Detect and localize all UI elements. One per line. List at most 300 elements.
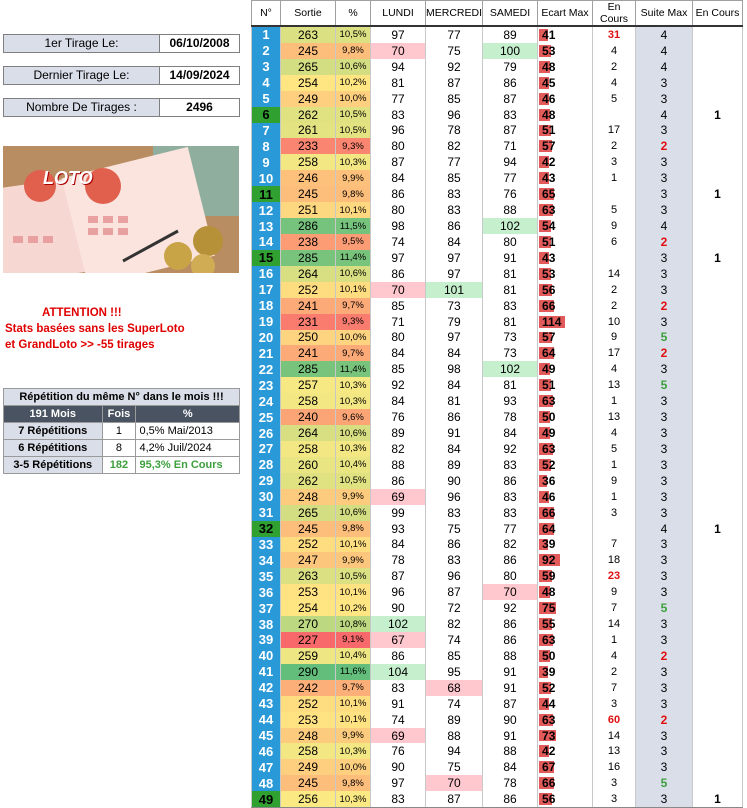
cell-number: 32	[252, 521, 281, 537]
cell-en-cours-2	[693, 234, 743, 250]
cell-number: 42	[252, 680, 281, 696]
ecart-value: 66	[542, 776, 556, 791]
cell-sortie: 264	[281, 425, 336, 441]
ecart-value: 36	[542, 473, 556, 488]
cell-en-cours: 14	[593, 728, 636, 744]
cell-en-cours-2	[693, 568, 743, 584]
cell-en-cours: 3	[593, 791, 636, 807]
ecart-value: 46	[542, 91, 556, 106]
cell-en-cours: 13	[593, 377, 636, 393]
cell-en-cours-2	[693, 202, 743, 218]
ecart-value: 54	[542, 219, 556, 234]
cell-pct: 10,3%	[336, 393, 371, 409]
cell-lundi: 67	[371, 632, 426, 648]
cell-number: 21	[252, 345, 281, 361]
cell-number: 14	[252, 234, 281, 250]
cell-en-cours: 4	[593, 361, 636, 377]
cell-en-cours: 13	[593, 409, 636, 425]
cell-suite-max: 3	[636, 568, 693, 584]
repetition-header-pct: %	[136, 406, 240, 423]
cell-en-cours: 1	[593, 457, 636, 473]
cell-ecart-max	[538, 552, 593, 568]
cell-en-cours-2: 1	[693, 521, 743, 537]
cell-en-cours: 1	[593, 393, 636, 409]
table-row	[252, 123, 743, 139]
cell-pct: 11,6%	[336, 664, 371, 680]
cell-sortie: 241	[281, 345, 336, 361]
cell-pct: 10,3%	[336, 743, 371, 759]
cell-sortie: 261	[281, 123, 336, 139]
table-row	[252, 314, 743, 330]
cell-ecart-max	[538, 345, 593, 361]
table-row	[252, 298, 743, 314]
cell-pct: 9,9%	[336, 728, 371, 744]
last-draw-box	[3, 66, 240, 85]
cell-sortie: 285	[281, 250, 336, 266]
ecart-value: 56	[542, 282, 556, 297]
cell-en-cours	[593, 521, 636, 537]
table-row	[252, 202, 743, 218]
cell-lundi: 83	[371, 680, 426, 696]
cell-mercredi: 77	[426, 154, 483, 170]
cell-suite-max: 3	[636, 314, 693, 330]
cell-en-cours-2	[693, 298, 743, 314]
cell-number: 2	[252, 43, 281, 59]
cell-en-cours: 9	[593, 330, 636, 346]
cell-suite-max: 3	[636, 266, 693, 282]
cell-suite-max: 3	[636, 123, 693, 139]
table-row	[252, 330, 743, 346]
cell-en-cours-2	[693, 743, 743, 759]
cell-samedi: 83	[483, 505, 538, 521]
cell-lundi: 86	[371, 473, 426, 489]
cell-sortie: 249	[281, 91, 336, 107]
cell-samedi: 91	[483, 250, 538, 266]
cell-samedi: 86	[483, 552, 538, 568]
cell-number: 47	[252, 759, 281, 775]
ecart-value: 45	[542, 75, 556, 90]
cell-suite-max: 3	[636, 170, 693, 186]
cell-pct: 10,1%	[336, 712, 371, 728]
warning-line-1: Stats basées sans les SuperLoto	[5, 323, 185, 335]
cell-number: 15	[252, 250, 281, 266]
cell-lundi: 69	[371, 489, 426, 505]
cell-samedi: 71	[483, 138, 538, 154]
table-row	[252, 234, 743, 250]
cell-mercredi: 78	[426, 123, 483, 139]
cell-sortie: 290	[281, 664, 336, 680]
table-row	[252, 107, 743, 123]
repetition-pct-value: 95,3%	[139, 459, 171, 471]
cell-mercredi: 85	[426, 91, 483, 107]
table-row	[252, 648, 743, 664]
cell-samedi: 83	[483, 298, 538, 314]
ecart-value: 75	[542, 601, 556, 616]
cell-number: 45	[252, 728, 281, 744]
table-row	[252, 759, 743, 775]
ecart-value: 65	[542, 187, 556, 202]
cell-number: 38	[252, 616, 281, 632]
warning-title: ATTENTION !!!	[42, 307, 122, 319]
cell-suite-max: 3	[636, 393, 693, 409]
cell-samedi: 86	[483, 75, 538, 91]
cell-suite-max: 3	[636, 632, 693, 648]
cell-number: 6	[252, 107, 281, 123]
cell-sortie: 257	[281, 377, 336, 393]
cell-en-cours-2	[693, 712, 743, 728]
cell-en-cours: 5	[593, 202, 636, 218]
numbers-table	[251, 0, 743, 808]
cell-samedi: 91	[483, 664, 538, 680]
cell-ecart-max	[538, 123, 593, 139]
cell-en-cours: 9	[593, 584, 636, 600]
cell-pct: 10,4%	[336, 457, 371, 473]
ecart-value: 64	[542, 346, 556, 361]
cell-sortie: 285	[281, 361, 336, 377]
ecart-value: 43	[542, 171, 556, 186]
cell-suite-max: 3	[636, 473, 693, 489]
cell-en-cours-2	[693, 266, 743, 282]
cell-number: 5	[252, 91, 281, 107]
cell-sortie: 238	[281, 234, 336, 250]
cell-ecart-max	[538, 489, 593, 505]
cell-en-cours-2	[693, 154, 743, 170]
warning-line-2: et GrandLoto >> -55 tirages	[5, 339, 155, 351]
cell-lundi: 80	[371, 330, 426, 346]
cell-lundi: 93	[371, 521, 426, 537]
cell-samedi: 87	[483, 91, 538, 107]
table-row	[252, 138, 743, 154]
cell-mercredi: 89	[426, 457, 483, 473]
cell-number: 18	[252, 298, 281, 314]
cell-lundi: 104	[371, 664, 426, 680]
cell-suite-max: 3	[636, 728, 693, 744]
cell-sortie: 262	[281, 107, 336, 123]
cell-lundi: 99	[371, 505, 426, 521]
cell-samedi: 81	[483, 314, 538, 330]
cell-pct: 10,1%	[336, 202, 371, 218]
cell-samedi: 79	[483, 59, 538, 75]
cell-ecart-max	[538, 632, 593, 648]
ecart-value: 66	[542, 298, 556, 313]
cell-sortie: 248	[281, 489, 336, 505]
cell-lundi: 97	[371, 250, 426, 266]
cell-en-cours: 17	[593, 123, 636, 139]
cell-sortie: 263	[281, 568, 336, 584]
table-row	[252, 361, 743, 377]
cell-number: 20	[252, 330, 281, 346]
cell-suite-max: 4	[636, 521, 693, 537]
cell-samedi: 82	[483, 537, 538, 553]
cell-pct: 10,8%	[336, 616, 371, 632]
cell-mercredi: 88	[426, 728, 483, 744]
cell-number: 39	[252, 632, 281, 648]
draw-count-label: Nombre De Tirages :	[26, 100, 137, 114]
cell-mercredi: 74	[426, 696, 483, 712]
cell-mercredi: 87	[426, 584, 483, 600]
cell-suite-max: 3	[636, 680, 693, 696]
cell-pct: 9,9%	[336, 489, 371, 505]
cell-lundi: 81	[371, 75, 426, 91]
cell-suite-max: 3	[636, 743, 693, 759]
cell-sortie: 241	[281, 298, 336, 314]
cell-mercredi: 74	[426, 632, 483, 648]
cell-samedi: 91	[483, 728, 538, 744]
cell-suite-max: 3	[636, 696, 693, 712]
cell-ecart-max	[538, 743, 593, 759]
table-row	[252, 568, 743, 584]
col-header-en-cours: En Cours	[593, 1, 636, 27]
cell-mercredi: 83	[426, 552, 483, 568]
cell-lundi: 84	[371, 537, 426, 553]
cell-mercredi: 90	[426, 473, 483, 489]
cell-mercredi: 83	[426, 202, 483, 218]
cell-en-cours-2	[693, 138, 743, 154]
col-header-lundi: LUNDI	[371, 1, 426, 27]
ecart-value: 43	[542, 250, 556, 265]
col-header-sortie: Sortie	[281, 1, 336, 27]
cell-pct: 10,3%	[336, 441, 371, 457]
cell-mercredi: 81	[426, 393, 483, 409]
cell-en-cours-2	[693, 648, 743, 664]
ecart-value: 53	[542, 43, 556, 58]
cell-ecart-max	[538, 457, 593, 473]
cell-samedi: 88	[483, 743, 538, 759]
cell-ecart-max	[538, 425, 593, 441]
cell-lundi: 76	[371, 409, 426, 425]
cell-mercredi: 87	[426, 75, 483, 91]
cell-mercredi: 75	[426, 43, 483, 59]
cell-number: 29	[252, 473, 281, 489]
cell-lundi: 97	[371, 775, 426, 791]
cell-lundi: 84	[371, 170, 426, 186]
cell-sortie: 286	[281, 218, 336, 234]
cell-sortie: 254	[281, 75, 336, 91]
cell-sortie: 258	[281, 441, 336, 457]
cell-en-cours: 60	[593, 712, 636, 728]
cell-sortie: 252	[281, 537, 336, 553]
cell-samedi: 92	[483, 600, 538, 616]
cell-samedi: 86	[483, 616, 538, 632]
table-row	[252, 441, 743, 457]
ecart-value: 59	[542, 569, 556, 584]
cell-ecart-max	[538, 282, 593, 298]
cell-lundi: 90	[371, 600, 426, 616]
cell-en-cours: 4	[593, 425, 636, 441]
ecart-value: 48	[542, 585, 556, 600]
repetition-header-months: 191 Mois	[4, 406, 103, 423]
cell-en-cours: 16	[593, 759, 636, 775]
cell-mercredi: 75	[426, 759, 483, 775]
cell-samedi: 76	[483, 186, 538, 202]
cell-ecart-max	[538, 154, 593, 170]
table-row	[252, 43, 743, 59]
cell-number: 12	[252, 202, 281, 218]
ecart-value: 114	[542, 314, 562, 329]
cell-ecart-max	[538, 505, 593, 521]
cell-en-cours-2	[693, 473, 743, 489]
cell-en-cours-2	[693, 409, 743, 425]
cell-en-cours: 5	[593, 91, 636, 107]
cell-lundi: 86	[371, 266, 426, 282]
cell-mercredi: 83	[426, 505, 483, 521]
cell-number: 22	[252, 361, 281, 377]
cell-ecart-max	[538, 537, 593, 553]
cell-pct: 9,1%	[336, 632, 371, 648]
cell-mercredi: 82	[426, 616, 483, 632]
cell-lundi: 87	[371, 568, 426, 584]
table-row	[252, 680, 743, 696]
ecart-value: 39	[542, 664, 556, 679]
cell-mercredi: 97	[426, 330, 483, 346]
cell-pct: 10,6%	[336, 266, 371, 282]
cell-lundi: 74	[371, 712, 426, 728]
ecart-value: 73	[542, 728, 556, 743]
cell-samedi: 86	[483, 632, 538, 648]
cell-mercredi: 86	[426, 218, 483, 234]
repetition-header-fois: Fois	[102, 406, 136, 423]
ecart-value: 48	[542, 59, 556, 74]
cell-pct: 10,3%	[336, 154, 371, 170]
cell-en-cours-2	[693, 393, 743, 409]
cell-samedi: 80	[483, 234, 538, 250]
cell-en-cours: 4	[593, 648, 636, 664]
cell-pct: 10,0%	[336, 330, 371, 346]
cell-suite-max: 3	[636, 409, 693, 425]
cell-mercredi: 79	[426, 314, 483, 330]
cell-number: 24	[252, 393, 281, 409]
cell-en-cours: 2	[593, 664, 636, 680]
cell-en-cours-2: 1	[693, 186, 743, 202]
cell-samedi: 84	[483, 759, 538, 775]
cell-number: 30	[252, 489, 281, 505]
cell-sortie: 253	[281, 712, 336, 728]
repetition-title: Répétition du même N° dans le mois !!!	[4, 389, 240, 406]
table-row	[252, 154, 743, 170]
cell-en-cours-2	[693, 43, 743, 59]
cell-en-cours-2	[693, 377, 743, 393]
cell-en-cours: 3	[593, 696, 636, 712]
cell-pct: 10,1%	[336, 537, 371, 553]
cell-samedi: 88	[483, 648, 538, 664]
last-draw-value: 14/09/2024	[159, 67, 239, 84]
table-row	[252, 393, 743, 409]
ecart-value: 56	[542, 792, 556, 807]
cell-suite-max: 2	[636, 298, 693, 314]
cell-pct: 9,7%	[336, 680, 371, 696]
cell-lundi: 71	[371, 314, 426, 330]
cell-mercredi: 86	[426, 409, 483, 425]
cell-en-cours: 9	[593, 218, 636, 234]
table-row	[252, 218, 743, 234]
cell-suite-max: 5	[636, 600, 693, 616]
cell-ecart-max	[538, 59, 593, 75]
cell-number: 1	[252, 26, 281, 43]
ecart-value: 63	[542, 441, 556, 456]
ecart-value: 50	[542, 410, 556, 425]
cell-ecart-max	[538, 26, 593, 43]
cell-ecart-max	[538, 377, 593, 393]
cell-en-cours: 7	[593, 537, 636, 553]
cell-ecart-max	[538, 600, 593, 616]
cell-pct: 11,5%	[336, 218, 371, 234]
cell-ecart-max	[538, 759, 593, 775]
cell-en-cours-2	[693, 680, 743, 696]
table-row	[252, 728, 743, 744]
repetition-date: Juil/2024	[167, 442, 212, 454]
cell-number: 28	[252, 457, 281, 473]
cell-en-cours-2	[693, 282, 743, 298]
col-header-samedi: SAMEDI	[483, 1, 538, 27]
cell-lundi: 70	[371, 43, 426, 59]
table-row	[252, 552, 743, 568]
cell-en-cours: 13	[593, 743, 636, 759]
ecart-value: 66	[542, 505, 556, 520]
cell-sortie: 264	[281, 266, 336, 282]
cell-mercredi: 84	[426, 234, 483, 250]
cell-lundi: 98	[371, 218, 426, 234]
draw-count-box	[3, 98, 240, 117]
cell-ecart-max	[538, 393, 593, 409]
draw-count-value: 2496	[159, 99, 239, 116]
repetition-label: 3-5 Répétitions	[4, 457, 103, 474]
cell-en-cours: 9	[593, 473, 636, 489]
cell-suite-max: 3	[636, 75, 693, 91]
table-row	[252, 664, 743, 680]
cell-number: 3	[252, 59, 281, 75]
cell-samedi: 91	[483, 680, 538, 696]
cell-en-cours-2	[693, 91, 743, 107]
cell-suite-max: 5	[636, 377, 693, 393]
cell-sortie: 260	[281, 457, 336, 473]
table-row	[252, 266, 743, 282]
cell-en-cours-2	[693, 696, 743, 712]
table-header-row	[252, 1, 743, 27]
cell-lundi: 92	[371, 377, 426, 393]
cell-mercredi: 92	[426, 59, 483, 75]
cell-en-cours-2	[693, 600, 743, 616]
cell-suite-max: 5	[636, 775, 693, 791]
cell-en-cours: 2	[593, 298, 636, 314]
cell-en-cours-2	[693, 632, 743, 648]
cell-number: 17	[252, 282, 281, 298]
cell-en-cours-2	[693, 489, 743, 505]
cell-pct: 9,8%	[336, 775, 371, 791]
cell-number: 31	[252, 505, 281, 521]
cell-sortie: 245	[281, 43, 336, 59]
cell-number: 25	[252, 409, 281, 425]
cell-ecart-max	[538, 473, 593, 489]
cell-samedi: 78	[483, 409, 538, 425]
cell-suite-max: 3	[636, 250, 693, 266]
cell-sortie: 240	[281, 409, 336, 425]
ecart-value: 64	[542, 521, 556, 536]
cell-suite-max: 4	[636, 26, 693, 43]
cell-en-cours: 17	[593, 345, 636, 361]
cell-ecart-max	[538, 680, 593, 696]
cell-sortie: 245	[281, 775, 336, 791]
cell-en-cours: 4	[593, 75, 636, 91]
cell-en-cours-2	[693, 664, 743, 680]
cell-sortie: 247	[281, 552, 336, 568]
cell-samedi: 81	[483, 266, 538, 282]
cell-en-cours: 2	[593, 138, 636, 154]
ecart-value: 49	[542, 426, 556, 440]
repetition-label: 6 Répétitions	[4, 440, 103, 457]
cell-pct: 9,3%	[336, 314, 371, 330]
cell-number: 19	[252, 314, 281, 330]
cell-pct: 10,0%	[336, 91, 371, 107]
